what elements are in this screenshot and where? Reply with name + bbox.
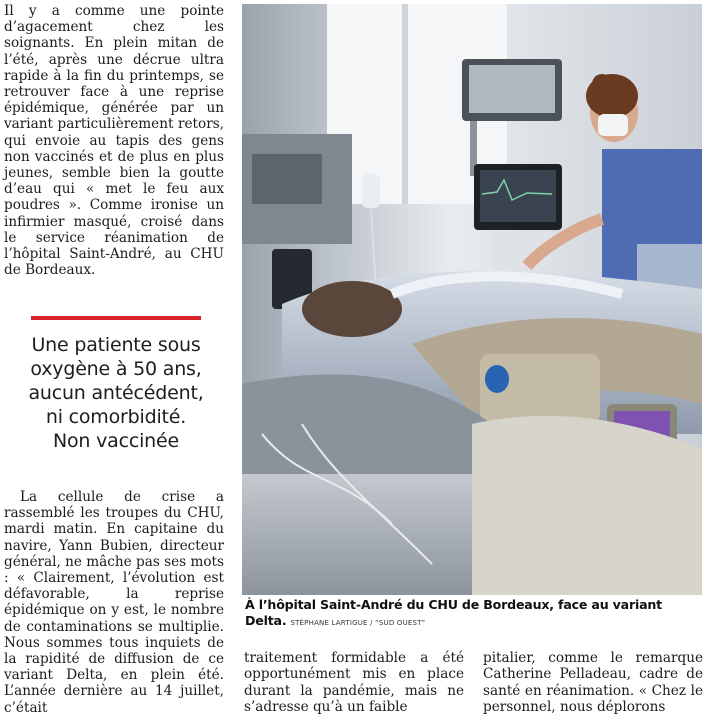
pull-quote-line: aucun antécédent, xyxy=(28,382,204,404)
middle-column xyxy=(244,650,464,716)
pull-quote-line: Une patiente sous xyxy=(31,334,201,356)
middle-column-text: traitement formidable a été opportunément mis en place durant la pandémie, mais ne s’adresse qu’à un faible xyxy=(244,650,464,716)
right-column-text: pitalier, comme le remarque Catherine Pelladeau, cadre de santé en réanimation. « Chez le personnel, nous déplorons xyxy=(483,650,703,716)
body-paragraph: La cellule de crise a rassemblé les troupes du CHU, mardi matin. En capitaine du navire, Yann Bubien, directeur général, ne mâche pas ses mots : « Clairement, l’évolution est défavorable, la reprise épidémique on y est, le nombre de contaminations se multiplie. Nous sommes tous inquiets de la rapidité de diffusion de ce variant Delta, en plein été. L’année dernière au 14 juillet, c’était xyxy=(4,489,224,716)
pull-quote-line: Non vaccinée xyxy=(53,430,179,452)
photo-caption xyxy=(245,597,705,631)
pull-quote-line: ni comorbidité. xyxy=(45,406,187,428)
caption-text: À l’hôpital Saint-André du CHU de Bordeaux, face au variant Delta. xyxy=(245,597,662,628)
intro-paragraph: Il y a comme une pointe d’agacement chez les soignants. En plein mitan de l’été, après une décrue ultra rapide à la fin du printemps, se retrouver face à une reprise épidémique, générée par un variant particulièrement retors, qui envoie au tapis des gens non vaccinés et de plus en plus jeunes, semble bien la goutte d’eau qui « met le feu aux poudres ». Comme ironise un infirmier masqué, croisé dans le service réanimation de l’hôpital Saint-André, au CHU de Bordeaux. xyxy=(4,3,224,279)
hospital-photo xyxy=(242,4,702,595)
pull-quote-line: oxygène à 50 ans, xyxy=(30,358,202,380)
right-column xyxy=(483,650,703,716)
intro-column xyxy=(4,0,224,278)
icu-scene-illustration xyxy=(242,4,702,595)
pull-quote-rule xyxy=(31,316,201,320)
pull-quote xyxy=(10,333,222,453)
body-column xyxy=(4,489,224,716)
photo-credit: STÉPHANE LARTIGUE / “SUD OUEST” xyxy=(290,619,426,627)
